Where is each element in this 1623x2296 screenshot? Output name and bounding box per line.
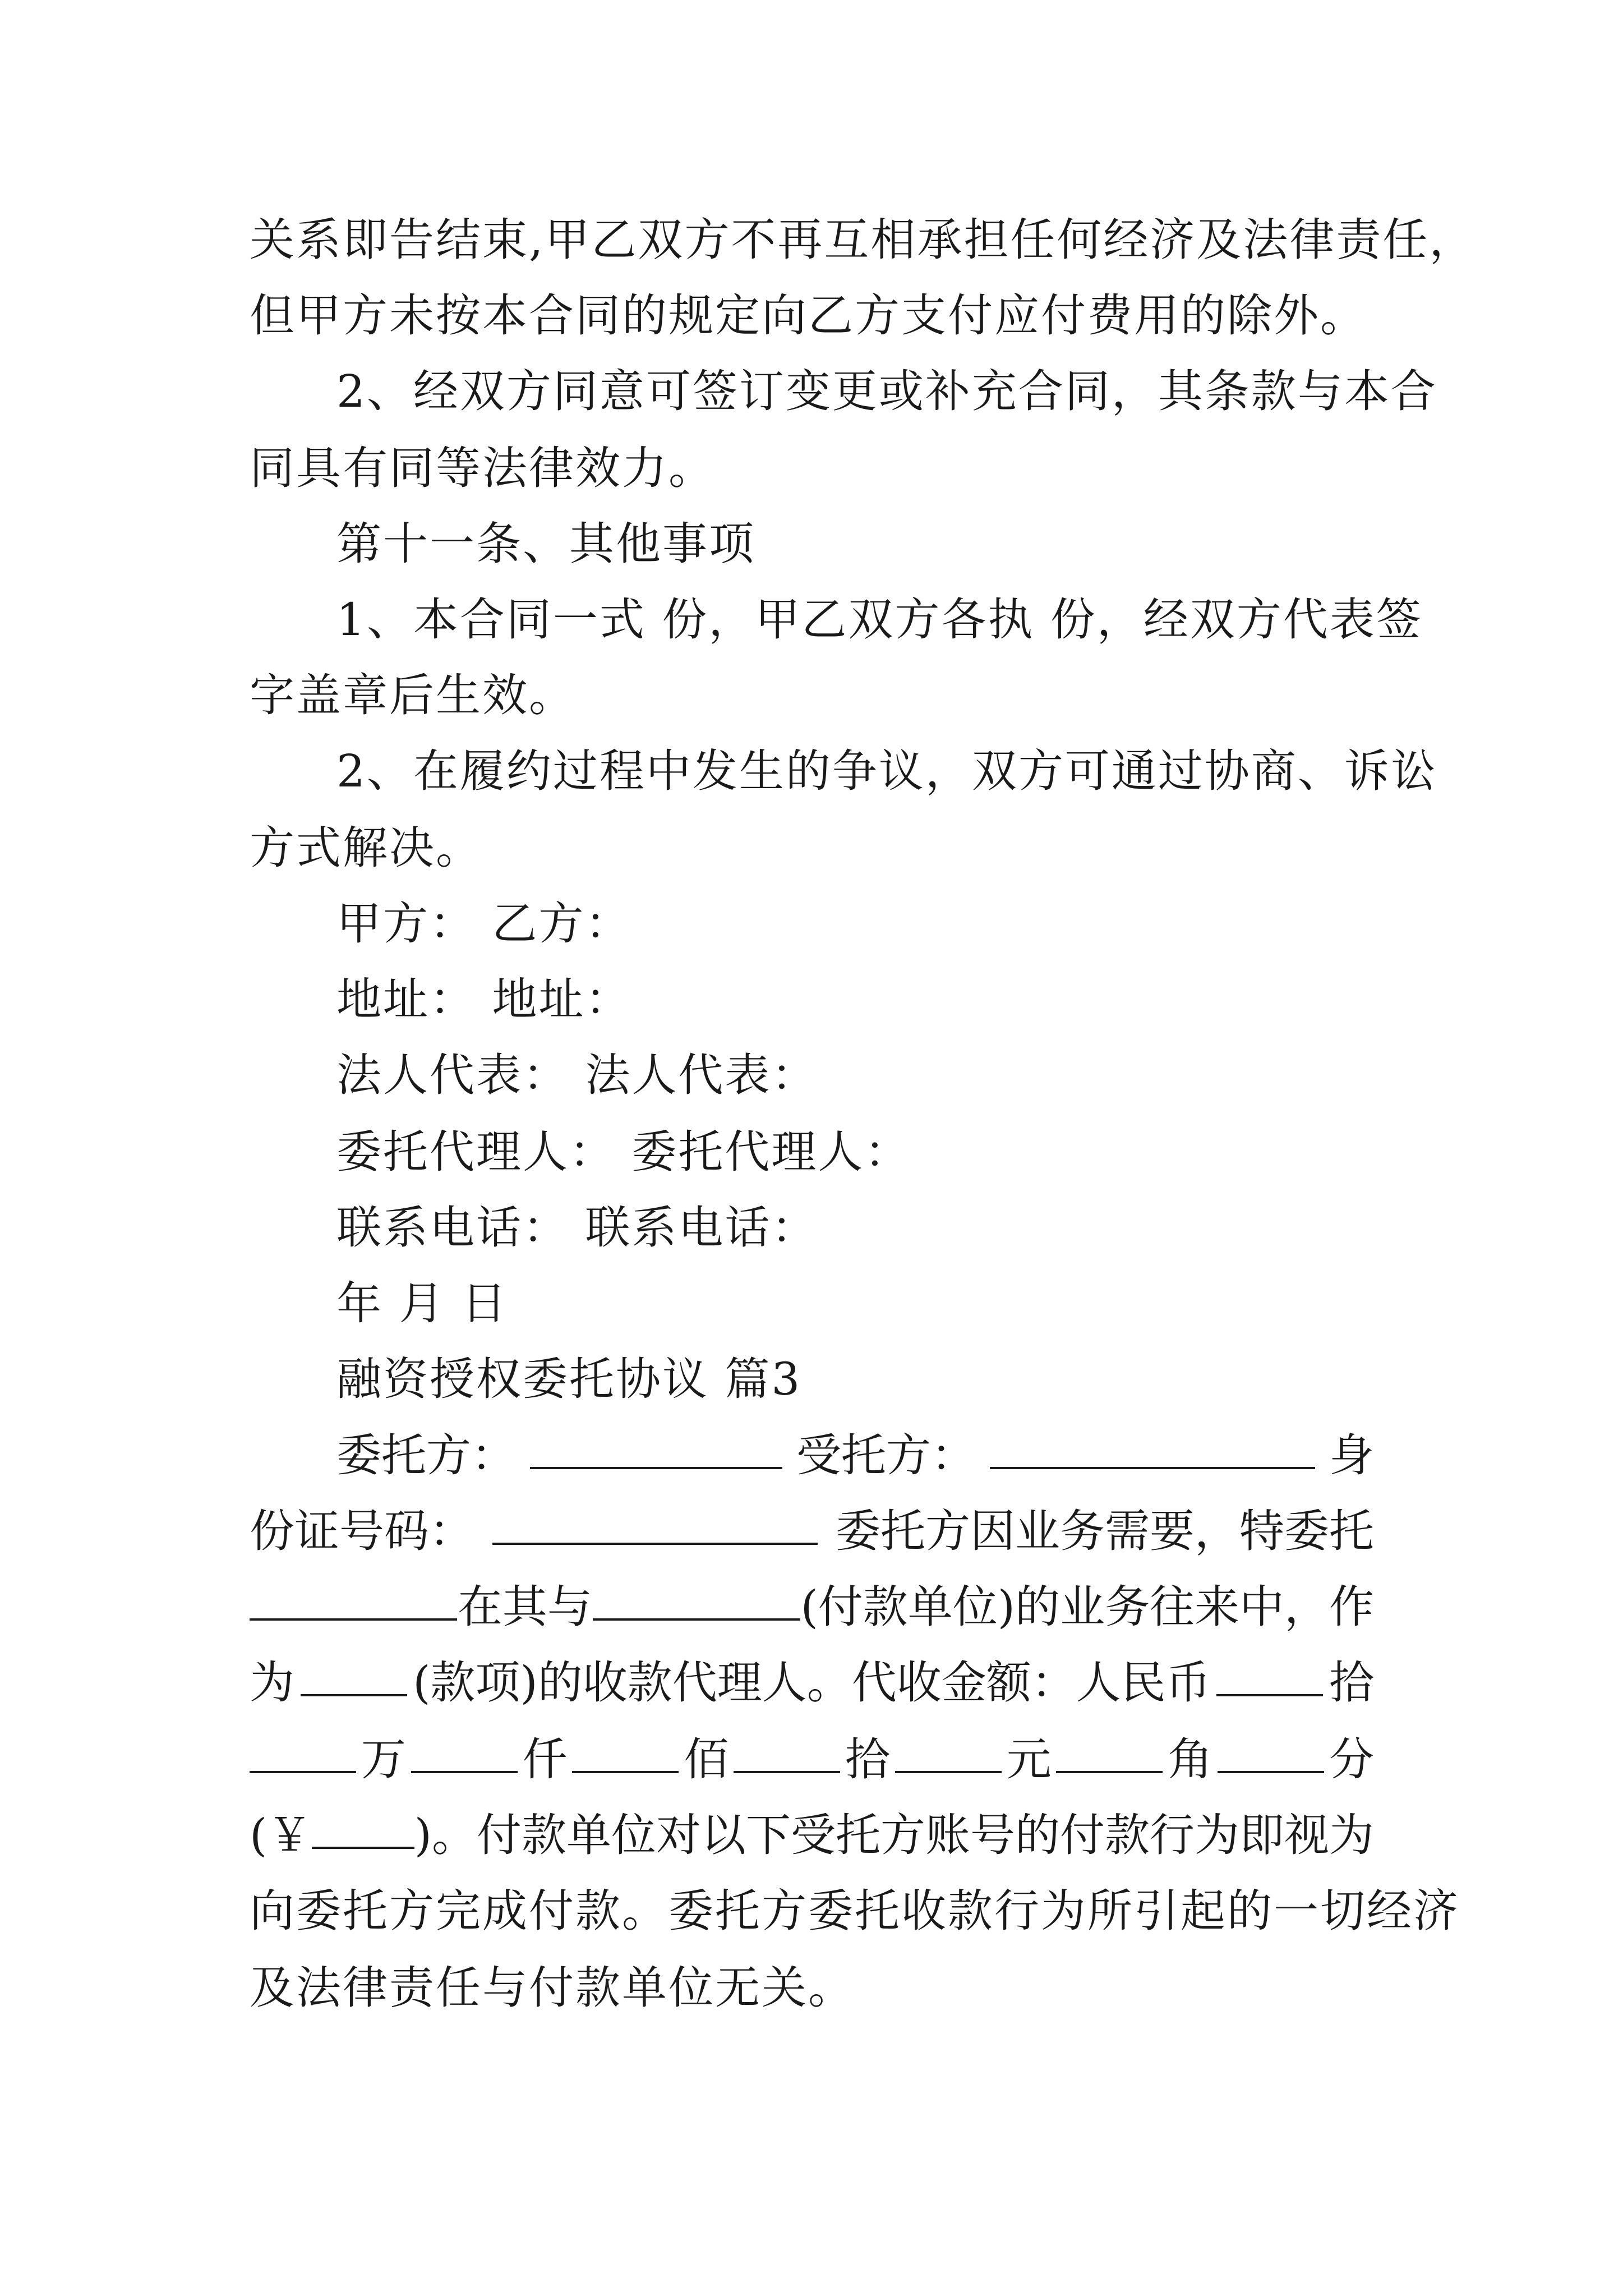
amount-blank[interactable] (411, 1732, 518, 1773)
text-payer: (付款单位)的业务往来中，作 (800, 1581, 1374, 1633)
text-yen-open: (￥ (250, 1809, 312, 1861)
paragraph-line: 关系即告结束,甲乙双方不再互相承担任何经济及法律责任， (250, 214, 1476, 266)
unit-shi: 拾 (1329, 1657, 1374, 1709)
entrust-text: 委托方因业务需要，特委托 (836, 1505, 1374, 1557)
amount-blank[interactable] (1218, 1732, 1324, 1773)
trustee-blank[interactable] (250, 1579, 457, 1621)
form-line-amount (250, 1655, 1374, 1711)
amount-blank[interactable] (250, 1732, 356, 1773)
article-title: 融资授权委托协议 篇3 (336, 1353, 802, 1405)
signature-agent-line: 委托代理人： 委托代理人： (336, 1126, 911, 1178)
item-blank[interactable] (301, 1655, 407, 1696)
signature-address-line: 地址： 地址： (336, 973, 632, 1025)
paragraph-line: 1、本合同一式 份，甲乙双方各执 份，经双方代表签 (336, 593, 1423, 646)
paragraph-line: 字盖章后生效。 (250, 669, 575, 721)
paragraph-line: 及法律责任与付款单位无关。 (250, 1962, 855, 2014)
amount-blank[interactable] (734, 1732, 840, 1773)
unit-wan: 万 (361, 1733, 406, 1786)
label-id-number: 份证号码： (250, 1505, 474, 1557)
principal-blank[interactable] (530, 1428, 782, 1469)
signature-phone-line: 联系电话： 联系电话： (336, 1202, 818, 1254)
amount-blank[interactable] (572, 1732, 679, 1773)
unit-fen: 分 (1329, 1733, 1374, 1786)
text-as: 为 (250, 1657, 294, 1709)
paragraph-line: 但甲方未按本合同的规定向乙方支付应付费用的除外。 (250, 289, 1367, 342)
payer-blank[interactable] (593, 1579, 800, 1621)
amount-blank[interactable] (895, 1732, 1002, 1773)
unit-yuan: 元 (1006, 1733, 1052, 1786)
text-payment: )。付款单位对以下受托方账号的付款行为即视为 (414, 1809, 1374, 1861)
section-heading: 第十一条、其他事项 (336, 518, 755, 570)
paragraph-line: 2、在履约过程中发生的争议，双方可通过协商、诉讼 (336, 745, 1437, 797)
label-shen: 身 (1329, 1429, 1374, 1481)
label-principal: 委托方： (336, 1429, 516, 1481)
agent-blank[interactable] (990, 1428, 1315, 1469)
signature-party-line: 甲方： 乙方： (336, 898, 632, 950)
amount-blank-shi-wan[interactable] (1216, 1655, 1323, 1696)
amount-blank[interactable] (1056, 1732, 1163, 1773)
paragraph-line: 2、经双方同意可签订变更或补充合同，其条款与本合 (336, 365, 1437, 417)
form-line-business (250, 1579, 1374, 1635)
id-number-blank[interactable] (492, 1503, 818, 1545)
paragraph-line: 向委托方完成付款。委托方委托收款行为所引起的一切经济 (250, 1885, 1460, 1937)
unit-shi: 拾 (845, 1733, 890, 1786)
text-collection: (款项)的收款代理人。代收金额：人民币 (413, 1657, 1211, 1709)
unit-jiao: 角 (1168, 1733, 1213, 1786)
text-with: 在其与 (457, 1581, 592, 1633)
unit-qian: 仟 (522, 1733, 568, 1786)
yen-amount-blank[interactable] (312, 1807, 414, 1849)
signature-legal-rep-line: 法人代表： 法人代表： (336, 1049, 818, 1101)
paragraph-line: 方式解决。 (250, 822, 482, 874)
paragraph-line: 同具有同等法律效力。 (250, 442, 715, 494)
form-line-parties (336, 1428, 1374, 1484)
signature-date-line: 年 月 日 (336, 1277, 508, 1329)
form-line-id (250, 1503, 1374, 1559)
form-line-amount-units (250, 1732, 1374, 1788)
label-agent: 受托方： (796, 1429, 976, 1481)
form-line-yuan-amount (250, 1807, 1374, 1864)
unit-bai: 佰 (684, 1733, 729, 1786)
